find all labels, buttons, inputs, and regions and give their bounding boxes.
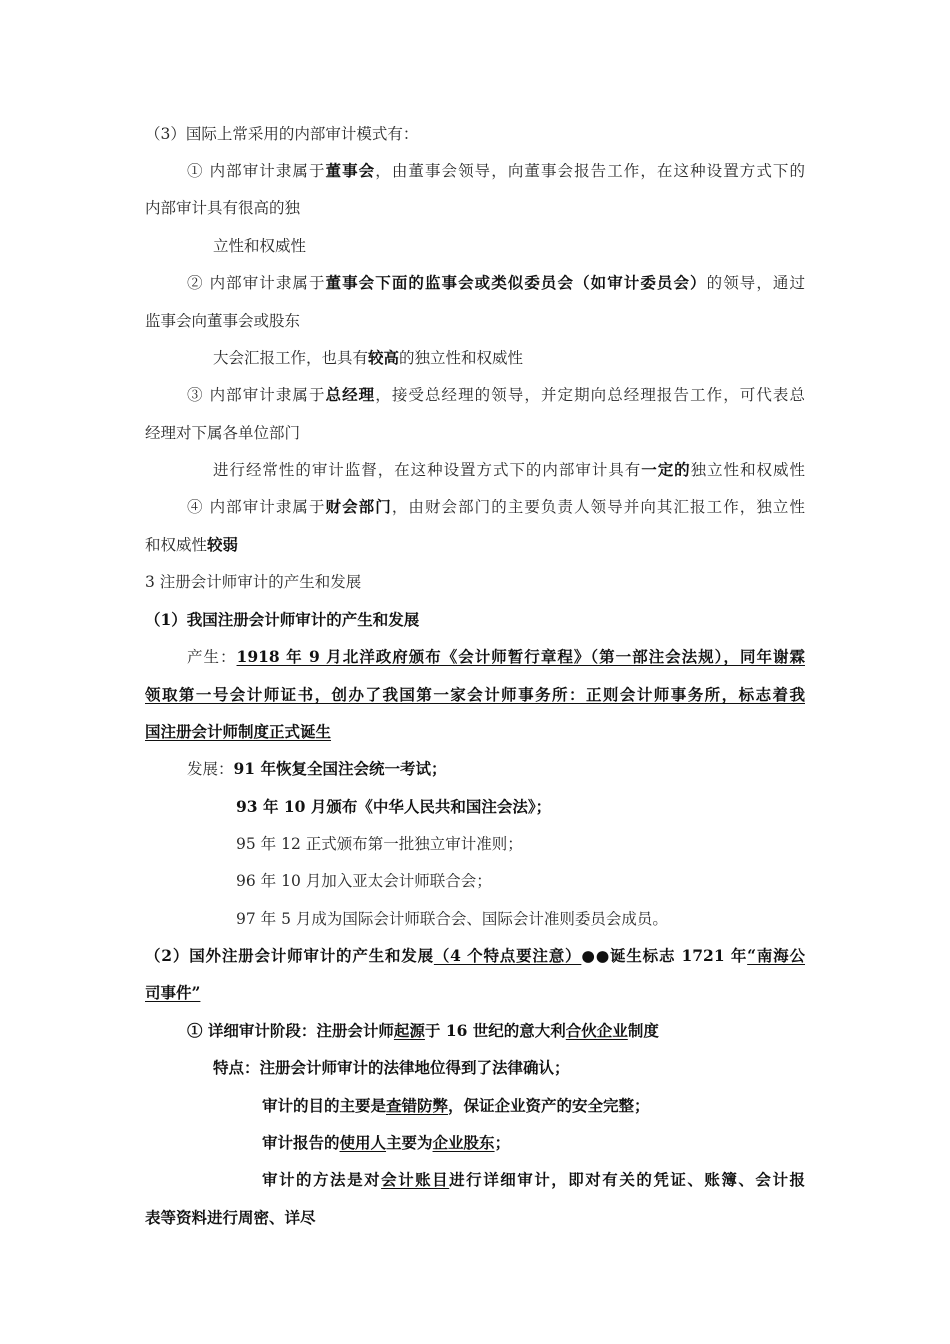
text-segment: ，由财会部门的主要负责人领导并向其汇报工作，独立性 bbox=[391, 498, 805, 516]
line-content bbox=[213, 1059, 570, 1077]
line-content bbox=[145, 424, 300, 442]
text-segment: ② 内部审计隶属于 bbox=[187, 274, 326, 292]
text-segment: 产生： bbox=[187, 648, 237, 666]
text-segment: ④ 内部审计隶属于 bbox=[187, 498, 326, 516]
line-content bbox=[236, 835, 523, 853]
line-content bbox=[236, 910, 668, 928]
text-line bbox=[213, 1058, 950, 1078]
line-content bbox=[145, 536, 238, 554]
text-line bbox=[145, 124, 950, 144]
text-segment: 审计报告的 bbox=[262, 1133, 340, 1152]
text-segment: 进行经常性的审计监督，在这种设置方式下的内部审计具有 bbox=[213, 461, 642, 479]
text-segment: 一定的 bbox=[641, 460, 691, 479]
text-line bbox=[145, 535, 950, 555]
text-segment: 大会汇报工作，也具有 bbox=[213, 349, 369, 367]
line-content bbox=[213, 460, 805, 480]
text-line bbox=[187, 1021, 950, 1041]
text-line bbox=[187, 759, 950, 779]
text-segment: 95 年 12 正式颁布第一批独立审计准则； bbox=[236, 835, 523, 853]
line-content bbox=[145, 611, 419, 629]
text-segment: 进行详细审计，即对有关的凭证、账簿、会计报 bbox=[449, 1170, 805, 1189]
text-segment: 1918 年 9 月北洋政府颁布《会计师暂行章程》（第一部注会法规），同年谢霖 bbox=[236, 647, 805, 666]
line-content bbox=[236, 798, 551, 816]
line-content bbox=[262, 1134, 510, 1152]
text-segment: 审计的方法是对 bbox=[262, 1170, 382, 1189]
line-content bbox=[145, 723, 331, 741]
text-segment: 较高 bbox=[368, 348, 400, 367]
text-segment: 起源 bbox=[393, 1021, 425, 1040]
text-segment: 91 年恢复全国注会统一考试； bbox=[233, 759, 447, 778]
text-segment: 会计账目 bbox=[381, 1170, 450, 1189]
text-segment: （3）国际上常采用的内部审计模式有： bbox=[145, 125, 419, 143]
text-line bbox=[262, 1133, 950, 1153]
text-segment: 董事会 bbox=[325, 161, 376, 180]
text-line bbox=[145, 1208, 950, 1228]
text-segment: ③ 内部审计隶属于 bbox=[187, 386, 326, 404]
text-line bbox=[145, 685, 805, 705]
text-line bbox=[187, 161, 805, 181]
text-line bbox=[145, 722, 950, 742]
text-line bbox=[145, 198, 950, 218]
text-segment: ① 详细审计阶段：注册会计师 bbox=[187, 1021, 394, 1040]
text-segment: 3 注册会计师审计的产生和发展 bbox=[145, 573, 362, 591]
text-line bbox=[236, 834, 950, 854]
text-segment: ，接受总经理的领导，并定期向总经理报告工作，可代表总 bbox=[375, 386, 805, 404]
text-segment: 97 年 5 月成为国际会计师联合会、国际会计准则委员会成员。 bbox=[236, 910, 668, 928]
text-segment: ； bbox=[494, 1133, 511, 1152]
text-line bbox=[145, 983, 950, 1003]
text-line bbox=[262, 1170, 805, 1190]
line-content bbox=[187, 385, 805, 405]
line-content bbox=[145, 685, 805, 705]
line-content bbox=[236, 872, 492, 890]
text-segment: 特点：注册会计师审计的法律地位得到了法律确认； bbox=[213, 1058, 570, 1077]
text-segment: ① 内部审计隶属于 bbox=[187, 162, 326, 180]
text-segment: ●●诞生标志 1721 年 bbox=[581, 946, 748, 965]
text-segment: ，保证企业资产的安全完整； bbox=[448, 1096, 650, 1115]
line-content bbox=[145, 984, 200, 1002]
text-segment: ，由董事会领导，向董事会报告工作，在这种设置方式下的 bbox=[375, 162, 805, 180]
line-content bbox=[145, 573, 361, 591]
text-segment: 和权威性 bbox=[145, 536, 208, 554]
text-segment: 监事会向董事会或股东 bbox=[145, 312, 301, 330]
line-content bbox=[145, 199, 300, 217]
text-segment: 审计的目的主要是 bbox=[262, 1096, 387, 1115]
text-segment: 领取第一号会计师证书，创办了我国第一家会计师事务所：正则会计师事务所，标志着我 bbox=[145, 685, 805, 704]
text-segment: 93 年 10 月颁布《中华人民共和国注会法》； bbox=[236, 797, 552, 816]
text-segment: 内部审计具有很高的独 bbox=[145, 199, 301, 217]
line-content bbox=[187, 1022, 659, 1040]
text-segment: “南海公 bbox=[747, 946, 805, 965]
text-line bbox=[236, 909, 950, 929]
text-segment: 司事件” bbox=[145, 983, 201, 1002]
text-line bbox=[213, 236, 950, 256]
text-segment: 制度 bbox=[627, 1021, 659, 1040]
text-line bbox=[213, 348, 950, 368]
line-content bbox=[187, 497, 805, 517]
text-segment: 经理对下属各单位部门 bbox=[145, 424, 301, 442]
text-line bbox=[236, 871, 950, 891]
text-segment: 财会部门 bbox=[325, 497, 392, 516]
line-content bbox=[213, 349, 523, 367]
text-segment: 96 年 10 月加入亚太会计师联合会； bbox=[236, 872, 492, 890]
line-content bbox=[145, 946, 805, 966]
text-segment: 于 16 世纪的意大利 bbox=[424, 1021, 566, 1040]
line-content bbox=[187, 273, 805, 293]
line-content bbox=[187, 647, 805, 667]
text-segment: 立性和权威性 bbox=[213, 237, 307, 255]
text-segment: （1）我国注册会计师审计的产生和发展 bbox=[145, 610, 420, 629]
line-content bbox=[187, 161, 805, 181]
text-segment: 较弱 bbox=[207, 535, 239, 554]
text-segment: 表等资料进行周密、详尽 bbox=[145, 1208, 316, 1227]
line-content bbox=[262, 1097, 650, 1115]
text-segment: 董事会下面的监事会或类似委员会（如审计委员会） bbox=[325, 273, 707, 292]
text-line bbox=[213, 460, 805, 480]
text-segment: 主要为 bbox=[386, 1133, 433, 1152]
text-segment: 使用人 bbox=[339, 1133, 387, 1152]
line-content bbox=[262, 1170, 805, 1190]
section-heading bbox=[145, 572, 950, 592]
text-segment: 独立性和权威性 bbox=[690, 461, 805, 479]
line-content bbox=[145, 1209, 316, 1227]
text-line bbox=[236, 797, 950, 817]
line-content bbox=[145, 312, 300, 330]
text-line bbox=[187, 273, 805, 293]
text-segment: 合伙企业 bbox=[565, 1021, 628, 1040]
text-segment: 查错防弊 bbox=[386, 1096, 449, 1115]
text-segment: 总经理 bbox=[325, 385, 376, 404]
text-segment: 发展： bbox=[187, 760, 234, 778]
line-content bbox=[187, 760, 446, 778]
text-segment: 的领导，通过 bbox=[706, 274, 805, 292]
line-content bbox=[213, 237, 306, 255]
text-line bbox=[262, 1096, 950, 1116]
subsection-heading bbox=[145, 946, 805, 966]
subsection-heading bbox=[145, 610, 950, 630]
text-segment: （4 个特点要注意） bbox=[433, 946, 582, 965]
text-segment: 企业股东 bbox=[432, 1133, 495, 1152]
text-segment: 国注册会计师制度正式诞生 bbox=[145, 722, 332, 741]
text-line bbox=[145, 311, 950, 331]
line-content bbox=[145, 125, 418, 143]
text-line bbox=[187, 497, 805, 517]
text-segment: 的独立性和权威性 bbox=[399, 349, 524, 367]
text-line bbox=[187, 647, 805, 667]
text-line bbox=[145, 423, 950, 443]
text-line bbox=[187, 385, 805, 405]
text-segment: （2）国外注册会计师审计的产生和发展 bbox=[145, 946, 434, 965]
